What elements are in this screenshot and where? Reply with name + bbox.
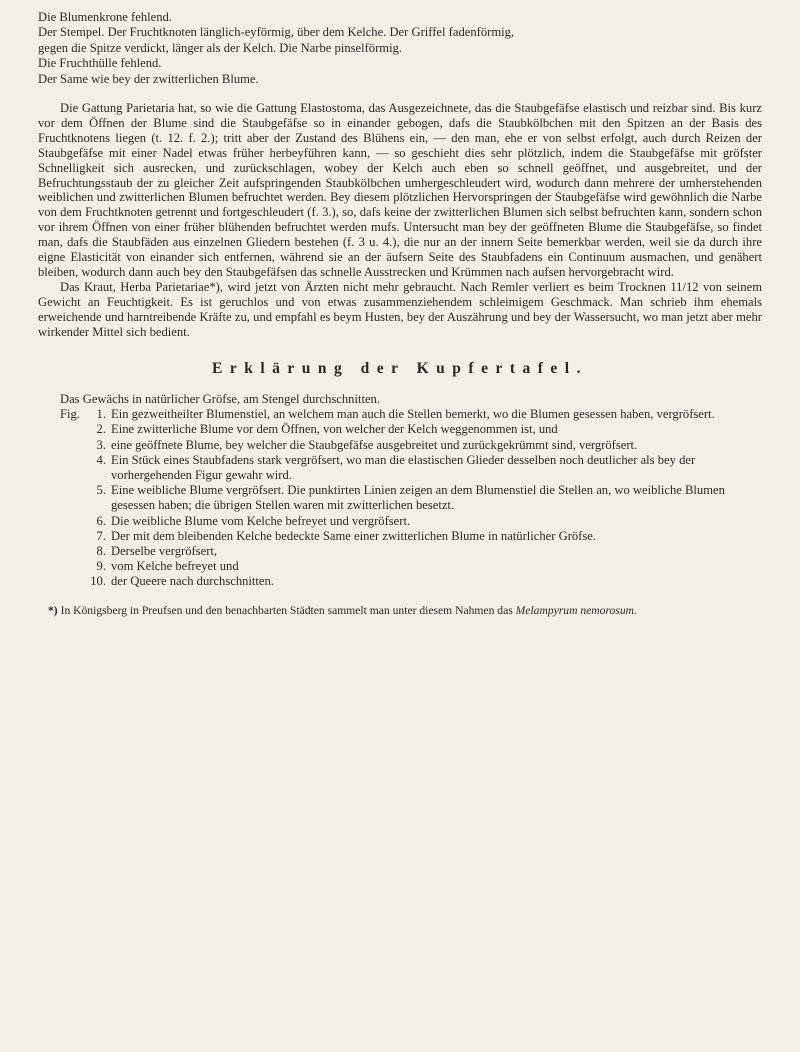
figure-item <box>38 574 762 589</box>
figure-text: Derselbe vergröfsert, <box>111 543 218 558</box>
figure-text: Die weibliche Blume vom Kelche befreyet und vergröfsert. <box>111 513 411 528</box>
description-line: Die Fruchthülle fehlend. <box>38 56 162 71</box>
figure-number: 6. <box>96 513 106 528</box>
figure-text: vom Kelche befreyet und <box>111 559 239 574</box>
figure-text: eine geöffnete Blume, bey welcher die Staubgefäfse ausgebreitet und zurückgekrümmt sind, vergröfsert. <box>111 437 638 452</box>
figure-text: Eine weibliche Blume vergröfsert. Die punktirten Linien zeigen an dem Blumenstiel die Stellen an, wo weibliche Blumen gesessen haben; die übrigen Stellen waren mit zwitterlichen besetzt. <box>111 483 725 513</box>
footnote-species: Melampyrum nemorosum. <box>515 603 637 617</box>
figure-number: 4. <box>96 452 106 467</box>
figure-item <box>38 483 762 513</box>
figure-number: 8. <box>96 543 106 558</box>
description-line: Die Blumenkrone fehlend. <box>38 10 172 24</box>
fig-prefix: Fig. <box>60 407 80 422</box>
footnote <box>38 604 762 618</box>
flower-description <box>38 10 762 87</box>
section-heading: Erklärung der Kupfertafel. <box>212 359 588 377</box>
footnote-mark: *) <box>48 603 58 617</box>
figure-number: 7. <box>96 528 106 543</box>
figure-number: 10. <box>90 574 106 589</box>
figure-list <box>38 407 762 589</box>
figure-number: 5. <box>96 483 106 498</box>
description-line: gegen die Spitze verdickt, länger als der Kelch. Die Narbe pinselförmig. <box>38 40 403 55</box>
figure-number: 2. <box>96 422 106 437</box>
figure-item <box>38 544 762 559</box>
figure-text: Ein gezweitheilter Blumenstiel, an welchem man auch die Stellen bemerkt, wo die Blumen gesessen haben, vergröfsert. <box>111 407 715 422</box>
paragraph-elastic-stamens: Die Gattung Parietaria hat, so wie die Gattung Elastostoma, das Ausgezeichnete, das die Staubgefäfse elastisch und reizbar sind. Bis kurz vor dem Öffnen der Blume sind die Staubgefäfse so in einander gebogen, dafs die Staubkölbchen mit den Spitzen an der Basis des Fruchtknotens liegen (t. 12. f. 2.); tritt aber der Zustand des Blühens ein, — den man, ehe er von selbst erfolgt, auch durch Reizen der Staubgefäfse mit einer Nadel etwas früher herbeyführen kann, — so geschieht dies sehr plötzlich, indem die Staubgefäfse mit gröfster Schnelligkeit sich ausrecken, und zurückschlagen, wobey der Kelch auch eben so schnell geöffnet, und ausgebreitet, und der Befruchtungsstaub der zu gleicher Zeit aufspringenden Staubkölbchen umhergeschleudert wird, wodurch dann mehrere der umherstehenden weiblichen und zwitterlichen Blumen befruchtet werden. Bey diesem plötzlichen Hervorspringen der Staubgefäfse wird gewöhnlich die Narbe von dem Fruchtknoten getrennt und fortgeschleudert (f. 3.), so, dafs keine der zwitterlichen Blumen sich selbst befruchten kann, sondern schon vor ihrem Öffnen von einer früher blühenden befruchtet werden mufs. Untersucht man bey der geöffneten Blume die Staubgefäfse, so findet man, dafs die Staubfäden aus einzelnen Gliedern bestehen (f. 3 u. 4.), die nur an der innern Seite bemerkbar werden, weil sie da durch ihre eigne Elasticität von einander sich entfernen, während sie an der äufsern Seite des Staubfadens ein Continuum ausmachen, und genähert bleiben, wodurch dann auch bey den Staubgefäfsen das schnelle Ausstrecken und Krümmen nach aufsen hervorgebracht wird. <box>38 101 762 279</box>
figure-item <box>38 514 762 529</box>
figure-item <box>38 559 762 574</box>
figure-item <box>38 529 762 544</box>
paragraph-herb-usage: Das Kraut, Herba Parietariae*), wird jetzt von Ärzten nicht mehr gebraucht. Nach Remler verliert es beim Trocknen 11/12 von seinem Gewicht an Feuchtigkeit. Es ist geruchlos und von etwas zusammenziehendem schleimigem Geschmack. Man schrieb ihm ehemals erweichende und harntreibende Kräfte zu, und empfahl es beym Husten, bey der Auszährung und bey der Wassersucht, wo man jetzt aber mehr wirkender Mittel sich bedient. <box>38 279 762 339</box>
description-line: Der Same wie bey der zwitterlichen Blume. <box>38 71 259 86</box>
footnote-text: In Königsberg in Preufsen und den benachbarten Städten sammelt man unter diesem Nahmen das <box>60 603 513 617</box>
figure-item <box>38 438 762 453</box>
figure-number: 9. <box>96 559 106 574</box>
description-line: Der Stempel. Der Fruchtknoten länglich-eyförmig, über dem Kelche. Der Griffel fadenförmig, <box>38 25 515 40</box>
figure-text: der Queere nach durchschnitten. <box>111 574 274 589</box>
figure-number: 1. <box>96 407 106 422</box>
figure-text: Eine zwitterliche Blume vor dem Öffnen, von welcher der Kelch weggenommen ist, und <box>111 422 558 437</box>
figure-number: 3. <box>96 437 106 452</box>
figure-item <box>38 407 762 422</box>
figure-intro: Das Gewächs in natürlicher Gröfse, am Stengel durchschnitten. <box>60 391 380 406</box>
figure-item <box>38 453 762 483</box>
figure-item <box>38 422 762 437</box>
figure-text: Ein Stück eines Staubfadens stark vergröfsert, wo man die elastischen Glieder desselben noch deutlicher als bey der vorhergehenden Figur gewahr wird. <box>111 452 696 482</box>
figure-text: Der mit dem bleibenden Kelche bedeckte Same einer zwitterlichen Blume in natürlicher Gröfse. <box>111 528 597 543</box>
